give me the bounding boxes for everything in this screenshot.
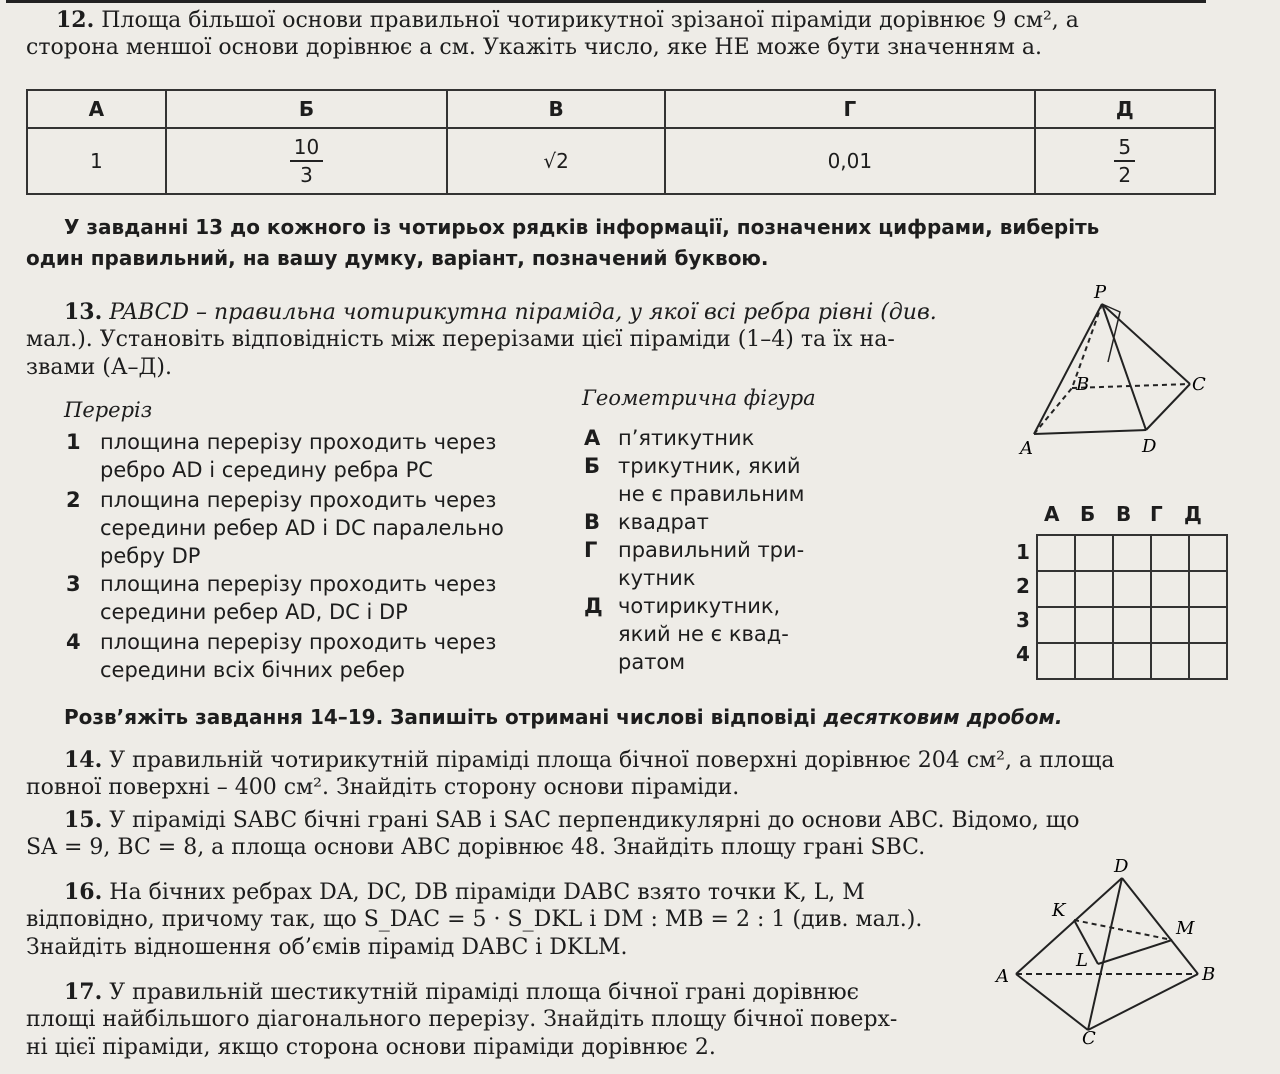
- label-m: M: [1176, 918, 1195, 939]
- section-4-line2: середини всіх бічних ребер: [100, 658, 405, 682]
- label-d: D: [1114, 856, 1129, 877]
- top-border: [6, 0, 1206, 3]
- section-2-line3: ребру DP: [100, 544, 201, 568]
- grid-col-g: Г: [1150, 502, 1163, 526]
- segment-lm: [1098, 940, 1172, 964]
- grid-col-v: В: [1116, 502, 1132, 526]
- label-b: B: [1076, 374, 1090, 395]
- q16-line1: На бічних ребрах DA, DC, DB піраміди DABC взято точки K, L, M: [109, 880, 865, 905]
- q12-answer-table: [26, 89, 1216, 195]
- q14-line2: повної поверхні – 400 см². Знайдіть сторону основи піраміди.: [26, 775, 740, 800]
- q12-header-g: Г: [665, 90, 1034, 128]
- figure-g-text2: кутник: [618, 566, 696, 590]
- section-2-line2: середини ребер AD і DC паралельно: [100, 516, 504, 540]
- figure-b-text2: не є правильним: [618, 482, 805, 506]
- q12-d-numerator: 5: [1114, 134, 1135, 162]
- q13-line3: звами (А–Д).: [26, 355, 172, 380]
- pyramid-diagram: [1010, 282, 1210, 462]
- figure-d-text1: чотирикутник,: [618, 594, 781, 618]
- cell-4-a[interactable]: [1037, 643, 1075, 679]
- instr13-line1: У завданні 13 до кожного із чотирьох рядків інформації, позначених цифрами, виберіть: [64, 215, 1100, 239]
- q16-line3: Знайдіть відношення об’ємів пірамід DABC і DKLM.: [26, 935, 628, 960]
- figure-d-text3: ратом: [618, 650, 686, 674]
- q15-number: 15.: [64, 807, 103, 833]
- q12-value-b: [166, 128, 447, 194]
- q13-line1-wrap: [64, 298, 994, 327]
- q17-line1: У правильній шестикутній піраміді площа бічної грані дорівнює: [109, 980, 859, 1005]
- label-l: L: [1076, 950, 1088, 971]
- section-1-line1: площина перерізу проходить через: [100, 430, 497, 454]
- figure-b-text1: трикутник, який: [618, 454, 801, 478]
- cell-1-b[interactable]: [1075, 535, 1113, 571]
- edge-pa: [1034, 304, 1102, 434]
- section-3-number: 3: [66, 572, 81, 596]
- label-b: B: [1202, 964, 1216, 985]
- cell-3-a[interactable]: [1037, 607, 1075, 643]
- figure-d-text2: який не є квад-: [618, 622, 789, 646]
- instr13-line2: один правильний, на вашу думку, варіант, позначений буквою.: [26, 246, 769, 270]
- section-4: [66, 628, 566, 688]
- q12-header-v: В: [447, 90, 665, 128]
- grid-row-4: 4: [1016, 642, 1030, 666]
- grid-col-d: Д: [1184, 502, 1202, 526]
- q12-header-a: А: [27, 90, 166, 128]
- cell-3-d[interactable]: [1189, 607, 1227, 643]
- q17-number: 17.: [64, 979, 103, 1005]
- grid-row-3: 3: [1016, 608, 1030, 632]
- figure-v: [584, 508, 844, 538]
- q13-col-figure: Геометрична фігура: [582, 386, 816, 410]
- q13-line2: мал.). Установіть відповідність між перерізами цієї піраміди (1–4) та їх на-: [26, 327, 895, 352]
- cell-4-v[interactable]: [1113, 643, 1151, 679]
- q12-header-b: Б: [166, 90, 447, 128]
- instr14-text: Розв’яжіть завдання 14–19. Запишіть отримані числові відповіді: [64, 705, 817, 729]
- figure-b-letter: Б: [584, 454, 601, 478]
- grid-col-b: Б: [1080, 502, 1096, 526]
- figure-g-letter: Г: [584, 538, 598, 562]
- cell-3-g[interactable]: [1151, 607, 1189, 643]
- q16-number: 16.: [64, 879, 103, 905]
- cell-1-g[interactable]: [1151, 535, 1189, 571]
- figure-a: [584, 424, 844, 454]
- q13-line1: PABCD – правильна чотирикутна піраміда, у якої всі ребра рівні (див.: [109, 300, 937, 325]
- q12-value-g: 0,01: [665, 128, 1034, 194]
- cell-2-d[interactable]: [1189, 571, 1227, 607]
- label-p: P: [1094, 282, 1107, 303]
- q17-line3: ні цієї піраміди, якщо сторона основи піраміди дорівнює 2.: [26, 1035, 716, 1060]
- q15-line2: SA = 9, BC = 8, а площа основи ABC дорівнює 48. Знайдіть площу грані SBC.: [26, 835, 926, 860]
- cell-3-v[interactable]: [1113, 607, 1151, 643]
- q12-text: [56, 6, 1226, 35]
- edge-ac: [1016, 974, 1088, 1030]
- section-3: [66, 570, 566, 630]
- q12-b-numerator: 10: [290, 134, 323, 162]
- cell-2-g[interactable]: [1151, 571, 1189, 607]
- figure-v-text: квадрат: [618, 510, 709, 534]
- answer-grid[interactable]: [1036, 534, 1228, 680]
- q13-number: 13.: [64, 299, 103, 325]
- q12-number: 12.: [56, 7, 95, 33]
- cell-2-a[interactable]: [1037, 571, 1075, 607]
- q12-value-d: [1035, 128, 1216, 194]
- q12-line1: Площа більшої основи правильної чотирикутної зрізаної піраміди дорівнює 9 см², а: [101, 8, 1079, 33]
- q17-line1-wrap: [64, 978, 984, 1007]
- cell-3-b[interactable]: [1075, 607, 1113, 643]
- cell-4-d[interactable]: [1189, 643, 1227, 679]
- edge-dc: [1146, 384, 1190, 430]
- cell-4-g[interactable]: [1151, 643, 1189, 679]
- q13-col-section: Переріз: [64, 398, 153, 422]
- q12-header-d: Д: [1035, 90, 1216, 128]
- section-1-number: 1: [66, 430, 81, 454]
- q15-line1: У піраміді SABC бічні грані SAB і SAC перпендикулярні до основи ABC. Відомо, що: [109, 808, 1080, 833]
- q14-number: 14.: [64, 747, 103, 773]
- grid-col-a: А: [1044, 502, 1060, 526]
- pyramid-dabc-diagram: [986, 856, 1226, 1046]
- edge-ab: [1034, 388, 1072, 434]
- figure-g: [584, 536, 844, 594]
- figure-d-letter: Д: [584, 594, 603, 618]
- instr14-emph: десятковим дробом.: [823, 705, 1063, 729]
- edge-da: [1016, 878, 1122, 974]
- label-a: A: [996, 966, 1009, 987]
- section-4-line1: площина перерізу проходить через: [100, 630, 497, 654]
- section-2: [66, 486, 566, 576]
- cell-1-d[interactable]: [1189, 535, 1227, 571]
- q15-line1-wrap: [64, 806, 1224, 835]
- grid-row-2: 2: [1016, 574, 1030, 598]
- q14-line1-wrap: [64, 746, 1224, 775]
- q14-line1: У правильній чотирикутній піраміді площа бічної поверхні дорівнює 204 см², а площа: [109, 748, 1115, 773]
- label-k: K: [1052, 900, 1066, 921]
- cell-1-a[interactable]: [1037, 535, 1075, 571]
- section-2-line1: площина перерізу проходить через: [100, 488, 497, 512]
- q16-line1-wrap: [64, 878, 984, 907]
- section-3-line1: площина перерізу проходить через: [100, 572, 497, 596]
- cell-1-v[interactable]: [1113, 535, 1151, 571]
- section-1-line2: ребро AD і середину ребра PC: [100, 458, 433, 482]
- q16-line2: відповідно, причому так, що S_DAC = 5 · S_DKL і DM : MB = 2 : 1 (див. мал.).: [26, 907, 923, 932]
- figure-b: [584, 452, 844, 510]
- section-4-number: 4: [66, 630, 81, 654]
- q12-line2: сторона меншої основи дорівнює a см. Укажіть число, яке НЕ може бути значенням a.: [26, 35, 1043, 60]
- cell-2-b[interactable]: [1075, 571, 1113, 607]
- figure-a-text: п’ятикутник: [618, 426, 755, 450]
- edge-ad: [1034, 430, 1146, 434]
- section-1: [66, 428, 566, 488]
- cell-4-b[interactable]: [1075, 643, 1113, 679]
- figure-v-letter: В: [584, 510, 601, 534]
- edge-cb: [1088, 974, 1198, 1030]
- cell-2-v[interactable]: [1113, 571, 1151, 607]
- q12-value-v: √2: [447, 128, 665, 194]
- q17-line2: площі найбільшого діагонального перерізу. Знайдіть площу бічної поверх-: [26, 1007, 898, 1032]
- figure-g-text1: правильний три-: [618, 538, 805, 562]
- instr14: [64, 702, 1214, 732]
- label-d: D: [1142, 436, 1157, 457]
- q12-d-denominator: 2: [1118, 163, 1132, 187]
- grid-row-1: 1: [1016, 540, 1030, 564]
- q12-value-a: 1: [27, 128, 166, 194]
- label-c: C: [1192, 374, 1206, 395]
- section-2-number: 2: [66, 488, 81, 512]
- label-a: A: [1020, 438, 1033, 459]
- figure-a-letter: А: [584, 426, 601, 450]
- label-c: C: [1082, 1028, 1096, 1046]
- figure-d: [584, 592, 844, 682]
- q12-b-denominator: 3: [300, 163, 313, 187]
- section-3-line2: середини ребер AD, DC і DP: [100, 600, 408, 624]
